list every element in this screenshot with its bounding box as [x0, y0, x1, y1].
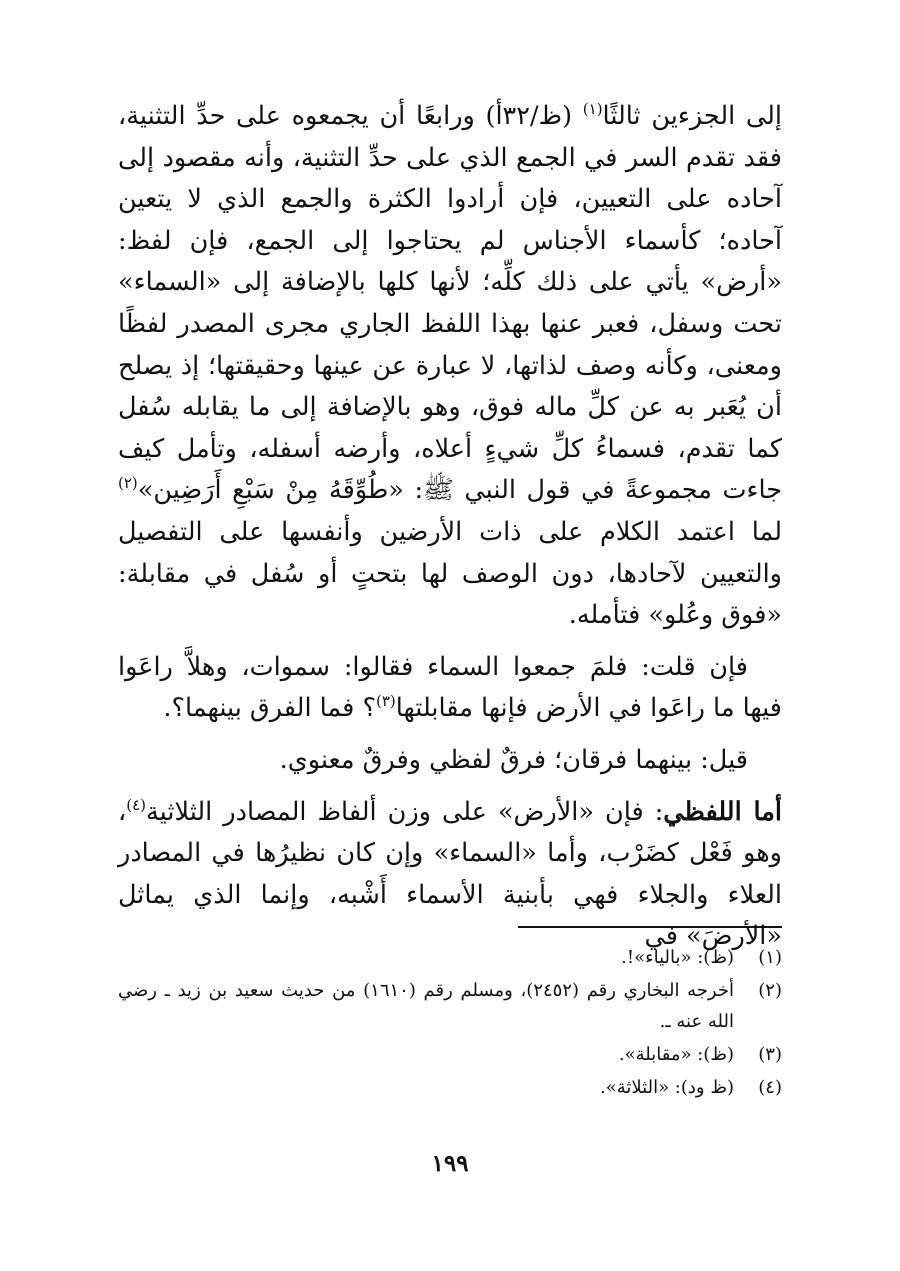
footnote-text: (ظ ود): «الثلاثة». [600, 1077, 734, 1098]
footnote-4 [118, 1072, 782, 1103]
paragraph-4: أما اللفظي: فإن «الأرض» على وزن ألفاظ المصادر الثلاثية$^{(٤)}$، وهو فَعْل كضَرْب، وأما «السماء» وإن كان نظيرُها في المصادر العلاء والجلاء فهي بأبنية الأسماء أَشْبه، وإنما الذي يماثل «الأرضَ» في [118, 795, 782, 952]
footnote-1 [118, 942, 782, 973]
footnote-number: (١) [758, 947, 782, 968]
footnote-2 [118, 975, 782, 1037]
footnote-text: (ظ): «بالياء»!. [621, 947, 734, 968]
footnote-3 [118, 1039, 782, 1070]
page-number: ١٩٩ [431, 1150, 469, 1177]
paragraph-2: فإن قلت: فلمَ جمعوا السماء فقالوا: سموات، وهلاَّ راعَوا فيها ما راعَوا في الأرض فإنها مقابلتها$^{(٣)}$؟ فما الفرق بينهما؟. [118, 651, 782, 724]
footnote-number: (٣) [758, 1044, 782, 1065]
paragraph-1: إلى الجزءين ثالثًا$^{(١)}$ (ظ/٣٢أ) ورابعًا أن يجمعوه على حدِّ التثنية، فقد تقدم السر في الجمع الذي على حدِّ التثنية، وأنه مقصود إلى آحاده على التعيين، فإن أرادوا الكثرة والجمع الذي لا يتعين آحاده؛ كأسماء الأجناس لم يحتاجوا إلى الجمع، فإن لفظ: «أرض» يأتي على ذلك كلِّه؛ لأنها كلها بالإضافة إلى «السماء» تحت وسفل، فعبر عنها بهذا اللفظ الجاري مجرى المصدر لفظًا ومعنى، وكأنه وصف لذاتها، لا عبارة عن عينها وحقيقتها؛ إذ يصلح أن يُعَبر به عن كلِّ ماله فوق، وهو بالإضافة إلى ما يقابله سُفل كما تقدم، فسماءُ كلِّ شيءٍ أعلاه، وأرضه أسفله، وتأمل كيف جاءت مجموعةً في قول النبي ﷺ: «طُوِّقَهُ مِنْ سَبْعِ أَرَضِين»$^{(٢)}$ لما اعتمد الكلام على ذات الأرضين وأنفسها على التفصيل والتعيين لآحادها، دون الوصف لها بتحتٍ أو سُفل في مقابلة: «فوق وعُلو» فتأمله. [118, 100, 783, 631]
main-text [118, 96, 782, 958]
section-heading-inline: أما اللفظي [663, 796, 782, 827]
footnote-ref-2[interactable]: (٢) [118, 474, 138, 493]
footnote-number: (٤) [758, 1077, 782, 1098]
footnote-ref-3[interactable]: (٣) [375, 692, 396, 711]
footnotes [118, 942, 782, 1105]
footnote-text: أخرجه البخاري رقم (٢٤٥٢)، ومسلم رقم (١٦١٠) من حديث سعيد بن زيد ـ رضي الله عنه ـ. [118, 980, 734, 1032]
footnote-text: (ظ): «مقابلة». [618, 1044, 734, 1065]
footnote-number: (٢) [758, 980, 782, 1001]
footnote-separator [518, 926, 782, 928]
paragraph-3: قيل: بينهما فرقان؛ فرقٌ لفظي وفرقٌ معنوي. [279, 744, 748, 775]
footnote-ref-4[interactable]: (٤) [126, 795, 147, 814]
footnote-ref-1[interactable]: (١) [582, 100, 603, 118]
